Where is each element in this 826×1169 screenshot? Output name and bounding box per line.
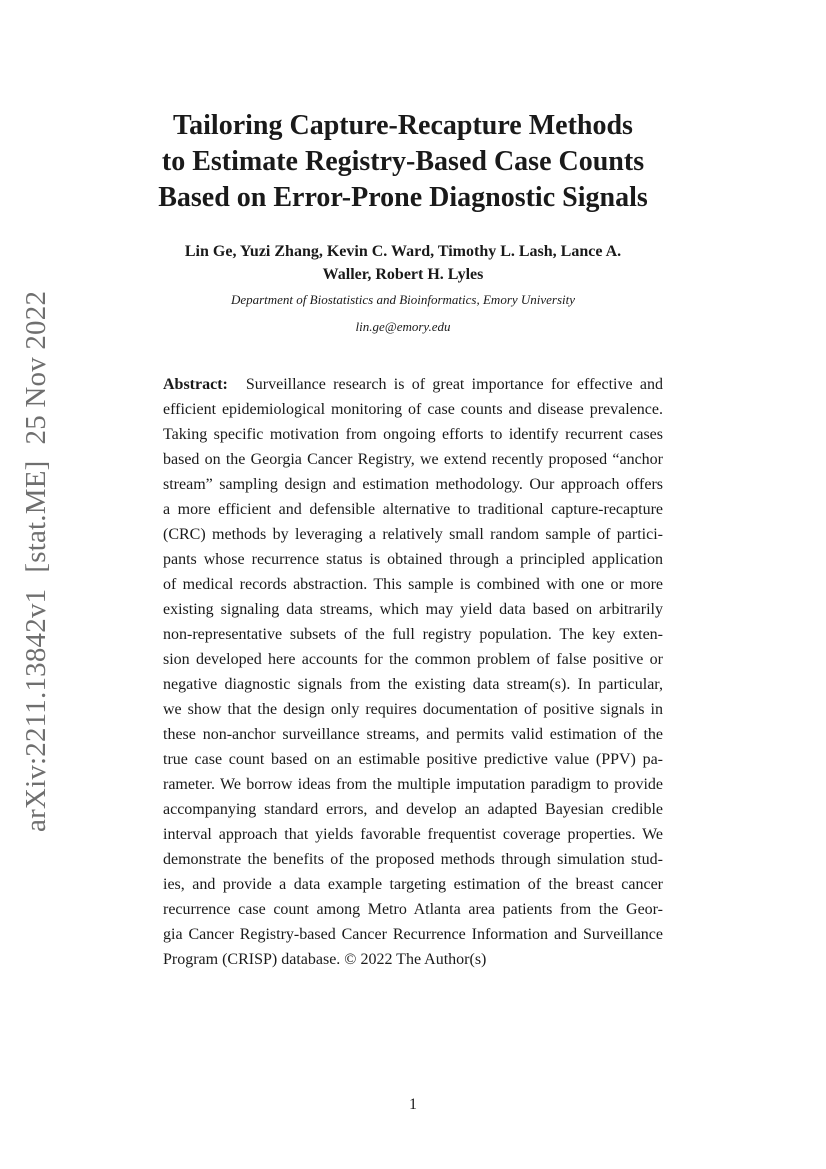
- author-email: lin.ge@emory.edu: [355, 319, 451, 334]
- abstract-line: (CRC) methods by leveraging a relatively small random sample of partici-: [163, 526, 663, 543]
- abstract-line: existing signaling data streams, which may yield data based on arbitrarily: [163, 601, 663, 618]
- abstract-line: negative diagnostic signals from the existing data stream(s). In particular,: [163, 676, 663, 693]
- arxiv-date: 25 Nov 2022: [20, 290, 52, 445]
- title-line: to Estimate Registry-Based Case Counts: [161, 146, 645, 177]
- abstract-line: rameter. We borrow ideas from the multiple imputation paradigm to provide: [163, 776, 663, 793]
- abstract-line: gia Cancer Registry-based Cancer Recurrence Information and Surveillance: [163, 926, 663, 943]
- page-number: 1: [409, 1096, 417, 1113]
- abstract-line: ies, and provide a data example targeting estimation of the breast cancer: [163, 876, 663, 893]
- author-line: Waller, Robert H. Lyles: [322, 266, 484, 283]
- author-list: [160, 240, 646, 286]
- arxiv-category: [stat.ME]: [20, 460, 52, 573]
- paper-title: [100, 108, 706, 216]
- abstract-line: a more efficient and defensible alternative to traditional capture-recapture: [163, 501, 663, 518]
- abstract-line: stream” sampling design and estimation methodology. Our approach offers: [163, 476, 663, 493]
- abstract-line: pants whose recurrence status is obtained through a principled application: [163, 551, 663, 568]
- abstract: [163, 372, 663, 972]
- abstract-label: Abstract:: [163, 376, 228, 393]
- author-line: Lin Ge, Yuzi Zhang, Kevin C. Ward, Timothy L. Lash, Lance A.: [184, 243, 622, 260]
- title-line: Tailoring Capture-Recapture Methods: [173, 110, 633, 141]
- abstract-line-text: Surveillance research is of great importance for effective and: [245, 376, 663, 393]
- abstract-line: recurrence case count among Metro Atlanta area patients from the Geor-: [163, 901, 663, 918]
- abstract-line: Program (CRISP) database. © 2022 The Author(s): [163, 951, 487, 968]
- abstract-line: sion developed here accounts for the common problem of false positive or: [163, 651, 663, 668]
- arxiv-identifier-stamp: [14, 290, 58, 832]
- arxiv-id: arXiv:2211.13842v1: [20, 588, 52, 832]
- abstract-line: non-representative subsets of the full registry population. The key exten-: [163, 626, 663, 643]
- affiliation: Department of Biostatistics and Bioinformatics, Emory University: [230, 292, 576, 307]
- abstract-line: [163, 372, 663, 397]
- abstract-line: true case count based on an estimable positive predictive value (PPV) pa-: [163, 751, 663, 768]
- abstract-line: accompanying standard errors, and develop an adapted Bayesian credible: [163, 801, 663, 818]
- abstract-line: efficient epidemiological monitoring of case counts and disease prevalence.: [163, 401, 663, 418]
- abstract-line: these non-anchor surveillance streams, and permits valid estimation of the: [163, 726, 663, 743]
- abstract-line: based on the Georgia Cancer Registry, we extend recently proposed “anchor: [163, 451, 663, 468]
- abstract-line: Taking specific motivation from ongoing efforts to identify recurrent cases: [163, 426, 663, 443]
- abstract-line: demonstrate the benefits of the proposed methods through simulation stud-: [163, 851, 663, 868]
- abstract-line: of medical records abstraction. This sample is combined with one or more: [163, 576, 663, 593]
- title-line: Based on Error-Prone Diagnostic Signals: [158, 182, 648, 213]
- abstract-line: we show that the design only requires documentation of positive signals in: [163, 701, 663, 718]
- abstract-line: interval approach that yields favorable frequentist coverage properties. We: [163, 826, 663, 843]
